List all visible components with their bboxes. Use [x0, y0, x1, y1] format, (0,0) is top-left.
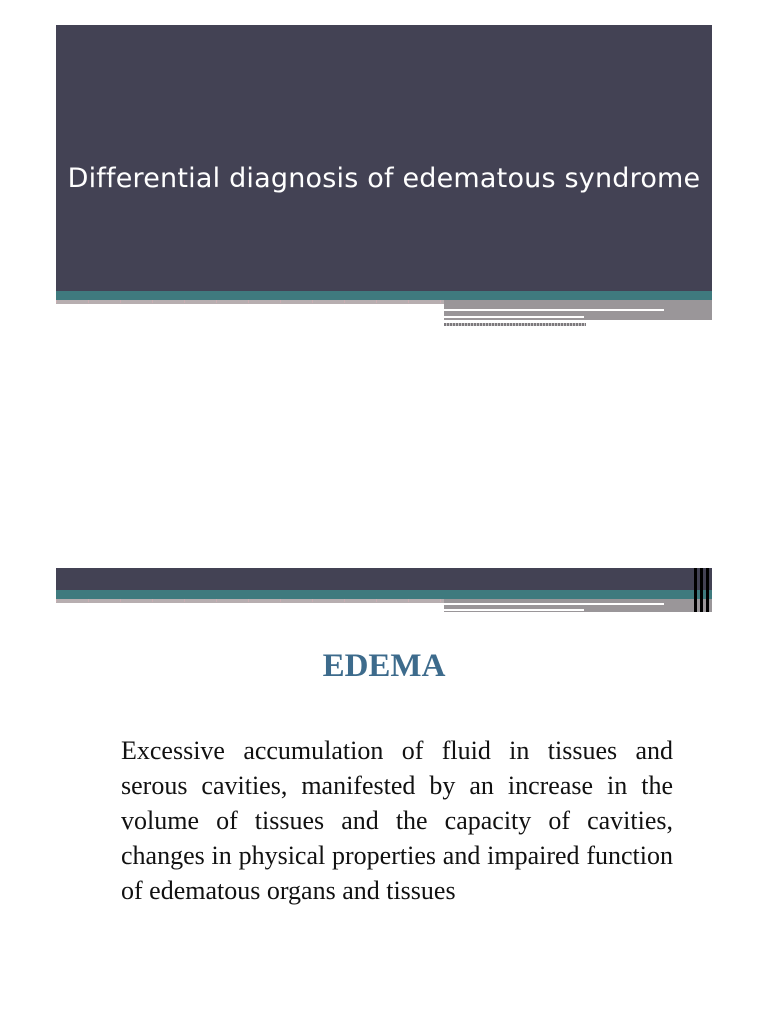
- title-slide-decor-stripe: [444, 323, 586, 326]
- title-slide-teal-band: [56, 291, 712, 300]
- content-slide-decor-line: [444, 603, 664, 605]
- content-slide-edge-mark: [694, 568, 697, 612]
- title-slide-header: [56, 25, 712, 291]
- title-slide-decor-line: [444, 316, 584, 318]
- content-slide-body-text: Excessive accumulation of fluid in tissues and serous cavities, manifested by an increase in the volume of tissues and the capacity of cavities, changes in physical properties and impaired function of edematous organs and tissues: [121, 736, 673, 905]
- content-slide-edge-mark: [700, 568, 703, 612]
- content-slide-decor-line: [444, 609, 584, 611]
- title-slide-title: Differential diagnosis of edematous syndrome: [67, 163, 701, 194]
- content-slide-heading: EDEMA: [322, 648, 446, 684]
- content-slide-teal-band: [56, 590, 712, 599]
- title-slide-decor-line: [444, 309, 664, 311]
- content-slide-edge-mark: [706, 568, 709, 612]
- content-slide-header: [56, 568, 712, 590]
